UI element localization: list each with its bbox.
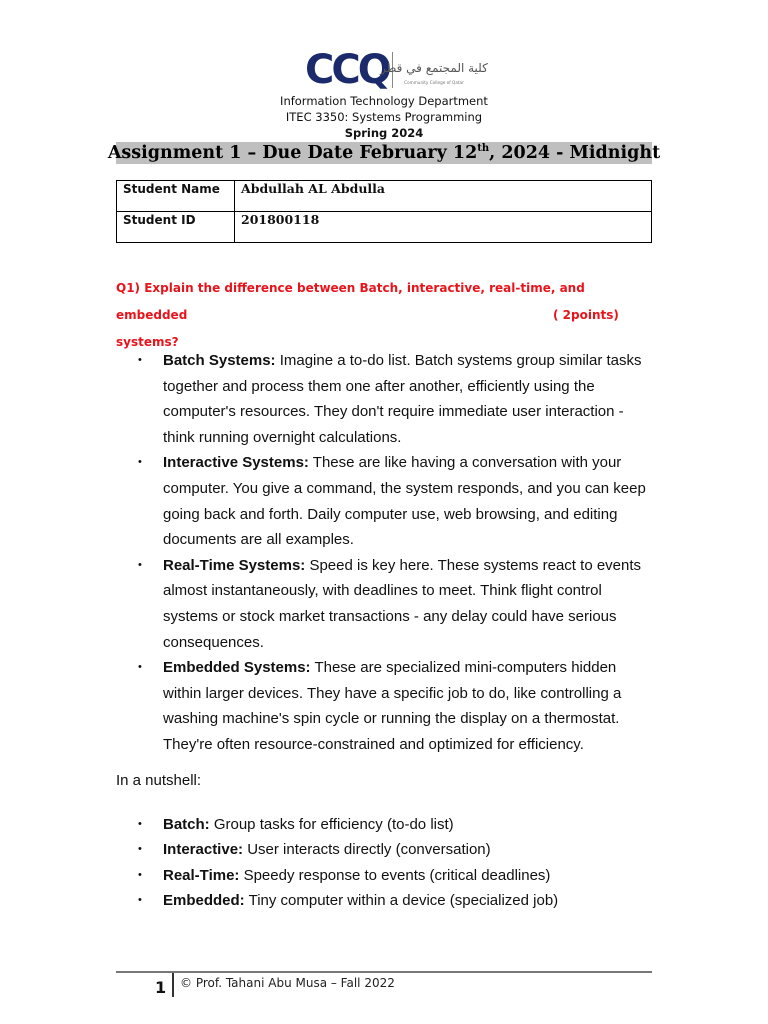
question-line-1: Q1) Explain the difference between Batch, interactive, real-time, and embedded xyxy=(116,281,585,322)
item-term: Embedded: xyxy=(163,891,245,909)
bullet-icon: • xyxy=(138,558,142,571)
item-text: Speed is key here. These systems react to events almost instantaneously, with deadlines to meet. Think flight control systems or stock market transactions - any delay could have serious consequences. xyxy=(163,556,642,651)
college-logo xyxy=(305,47,488,93)
list-item xyxy=(116,888,656,913)
bullet-icon: • xyxy=(138,868,142,881)
table-row xyxy=(117,181,652,212)
item-term: Batch: xyxy=(163,816,210,833)
course-line: ITEC 3350: Systems Programming xyxy=(285,110,483,124)
table-row xyxy=(117,212,652,243)
bullet-icon: • xyxy=(138,661,142,674)
item-term: Batch Systems: xyxy=(163,352,276,369)
english-wordmark-text: Community College of Qatar xyxy=(404,80,464,85)
student-name-value: Abdullah AL Abdulla xyxy=(235,181,652,212)
question-points: ( 2points) xyxy=(553,308,619,322)
student-name-label: Student Name xyxy=(117,181,235,212)
item-term: Interactive: xyxy=(163,841,244,859)
title-rest: , 2024 - Midnight xyxy=(489,143,661,163)
arabic-wordmark-text: كلية المجتمع في قطر xyxy=(380,61,488,75)
list-item xyxy=(116,655,656,757)
item-text: Group tasks for efficiency (to-do list) xyxy=(209,816,454,833)
arabic-wordmark xyxy=(380,54,488,88)
item-text: Imagine a to-do list. Batch systems group similar tasks together and process them one after another, efficiently using the computer's resources. They don't require immediate user interaction - think running overnight calculations. xyxy=(163,352,642,446)
list-item xyxy=(116,348,656,450)
student-info-table xyxy=(116,180,652,243)
question-line-2: systems? xyxy=(116,335,179,349)
question-text xyxy=(116,275,652,356)
footer-copyright: © Prof. Tahani Abu Musa – Fall 2022 xyxy=(180,976,395,990)
list-item xyxy=(116,812,656,837)
item-term: Interactive Systems: xyxy=(163,454,309,472)
answer-list xyxy=(116,348,656,758)
list-item xyxy=(116,863,656,888)
item-text: These are like having a conversation with your computer. You give a command, the system responds, and you can keep going back and forth. Daily computer use, web browsing, and editing documents are all examples. xyxy=(163,454,646,549)
list-item xyxy=(116,450,656,552)
bullet-icon: • xyxy=(138,818,142,830)
item-text: These are specialized mini-computers hidden within larger devices. They have a specific job to do, like controlling a washing machine's spin cycle or running the display on a thermostat. They're often resource-constrained and optimized for efficiency. xyxy=(163,659,622,753)
title-ordinal: th xyxy=(477,143,490,154)
item-text: Speedy response to events (critical deadlines) xyxy=(239,866,551,884)
page-number: 1 xyxy=(155,978,167,997)
item-term: Real-Time Systems: xyxy=(163,556,306,574)
nutshell-label: In a nutshell: xyxy=(116,772,202,789)
student-id-value: 201800118 xyxy=(235,212,652,243)
summary-list xyxy=(116,812,656,913)
assignment-title xyxy=(0,142,768,165)
item-term: Real-Time: xyxy=(163,866,240,884)
bullet-icon: • xyxy=(138,354,142,366)
bullet-icon: • xyxy=(138,456,142,469)
list-item xyxy=(116,553,656,655)
bullet-icon: • xyxy=(138,843,142,856)
department-line: Information Technology Department xyxy=(280,94,488,108)
term-line: Spring 2024 xyxy=(344,126,424,140)
footer-separator xyxy=(172,973,174,997)
student-id-label: Student ID xyxy=(117,212,235,243)
footer-divider xyxy=(116,971,652,973)
title-main: Assignment 1 – Due Date February 12 xyxy=(107,143,478,163)
logo-mark: CCQ xyxy=(305,47,389,93)
item-text: Tiny computer within a device (specialized job) xyxy=(244,891,559,909)
bullet-icon: • xyxy=(138,893,142,906)
list-item xyxy=(116,837,656,862)
item-term: Embedded Systems: xyxy=(163,659,311,677)
item-text: User interacts directly (conversation) xyxy=(243,841,491,859)
